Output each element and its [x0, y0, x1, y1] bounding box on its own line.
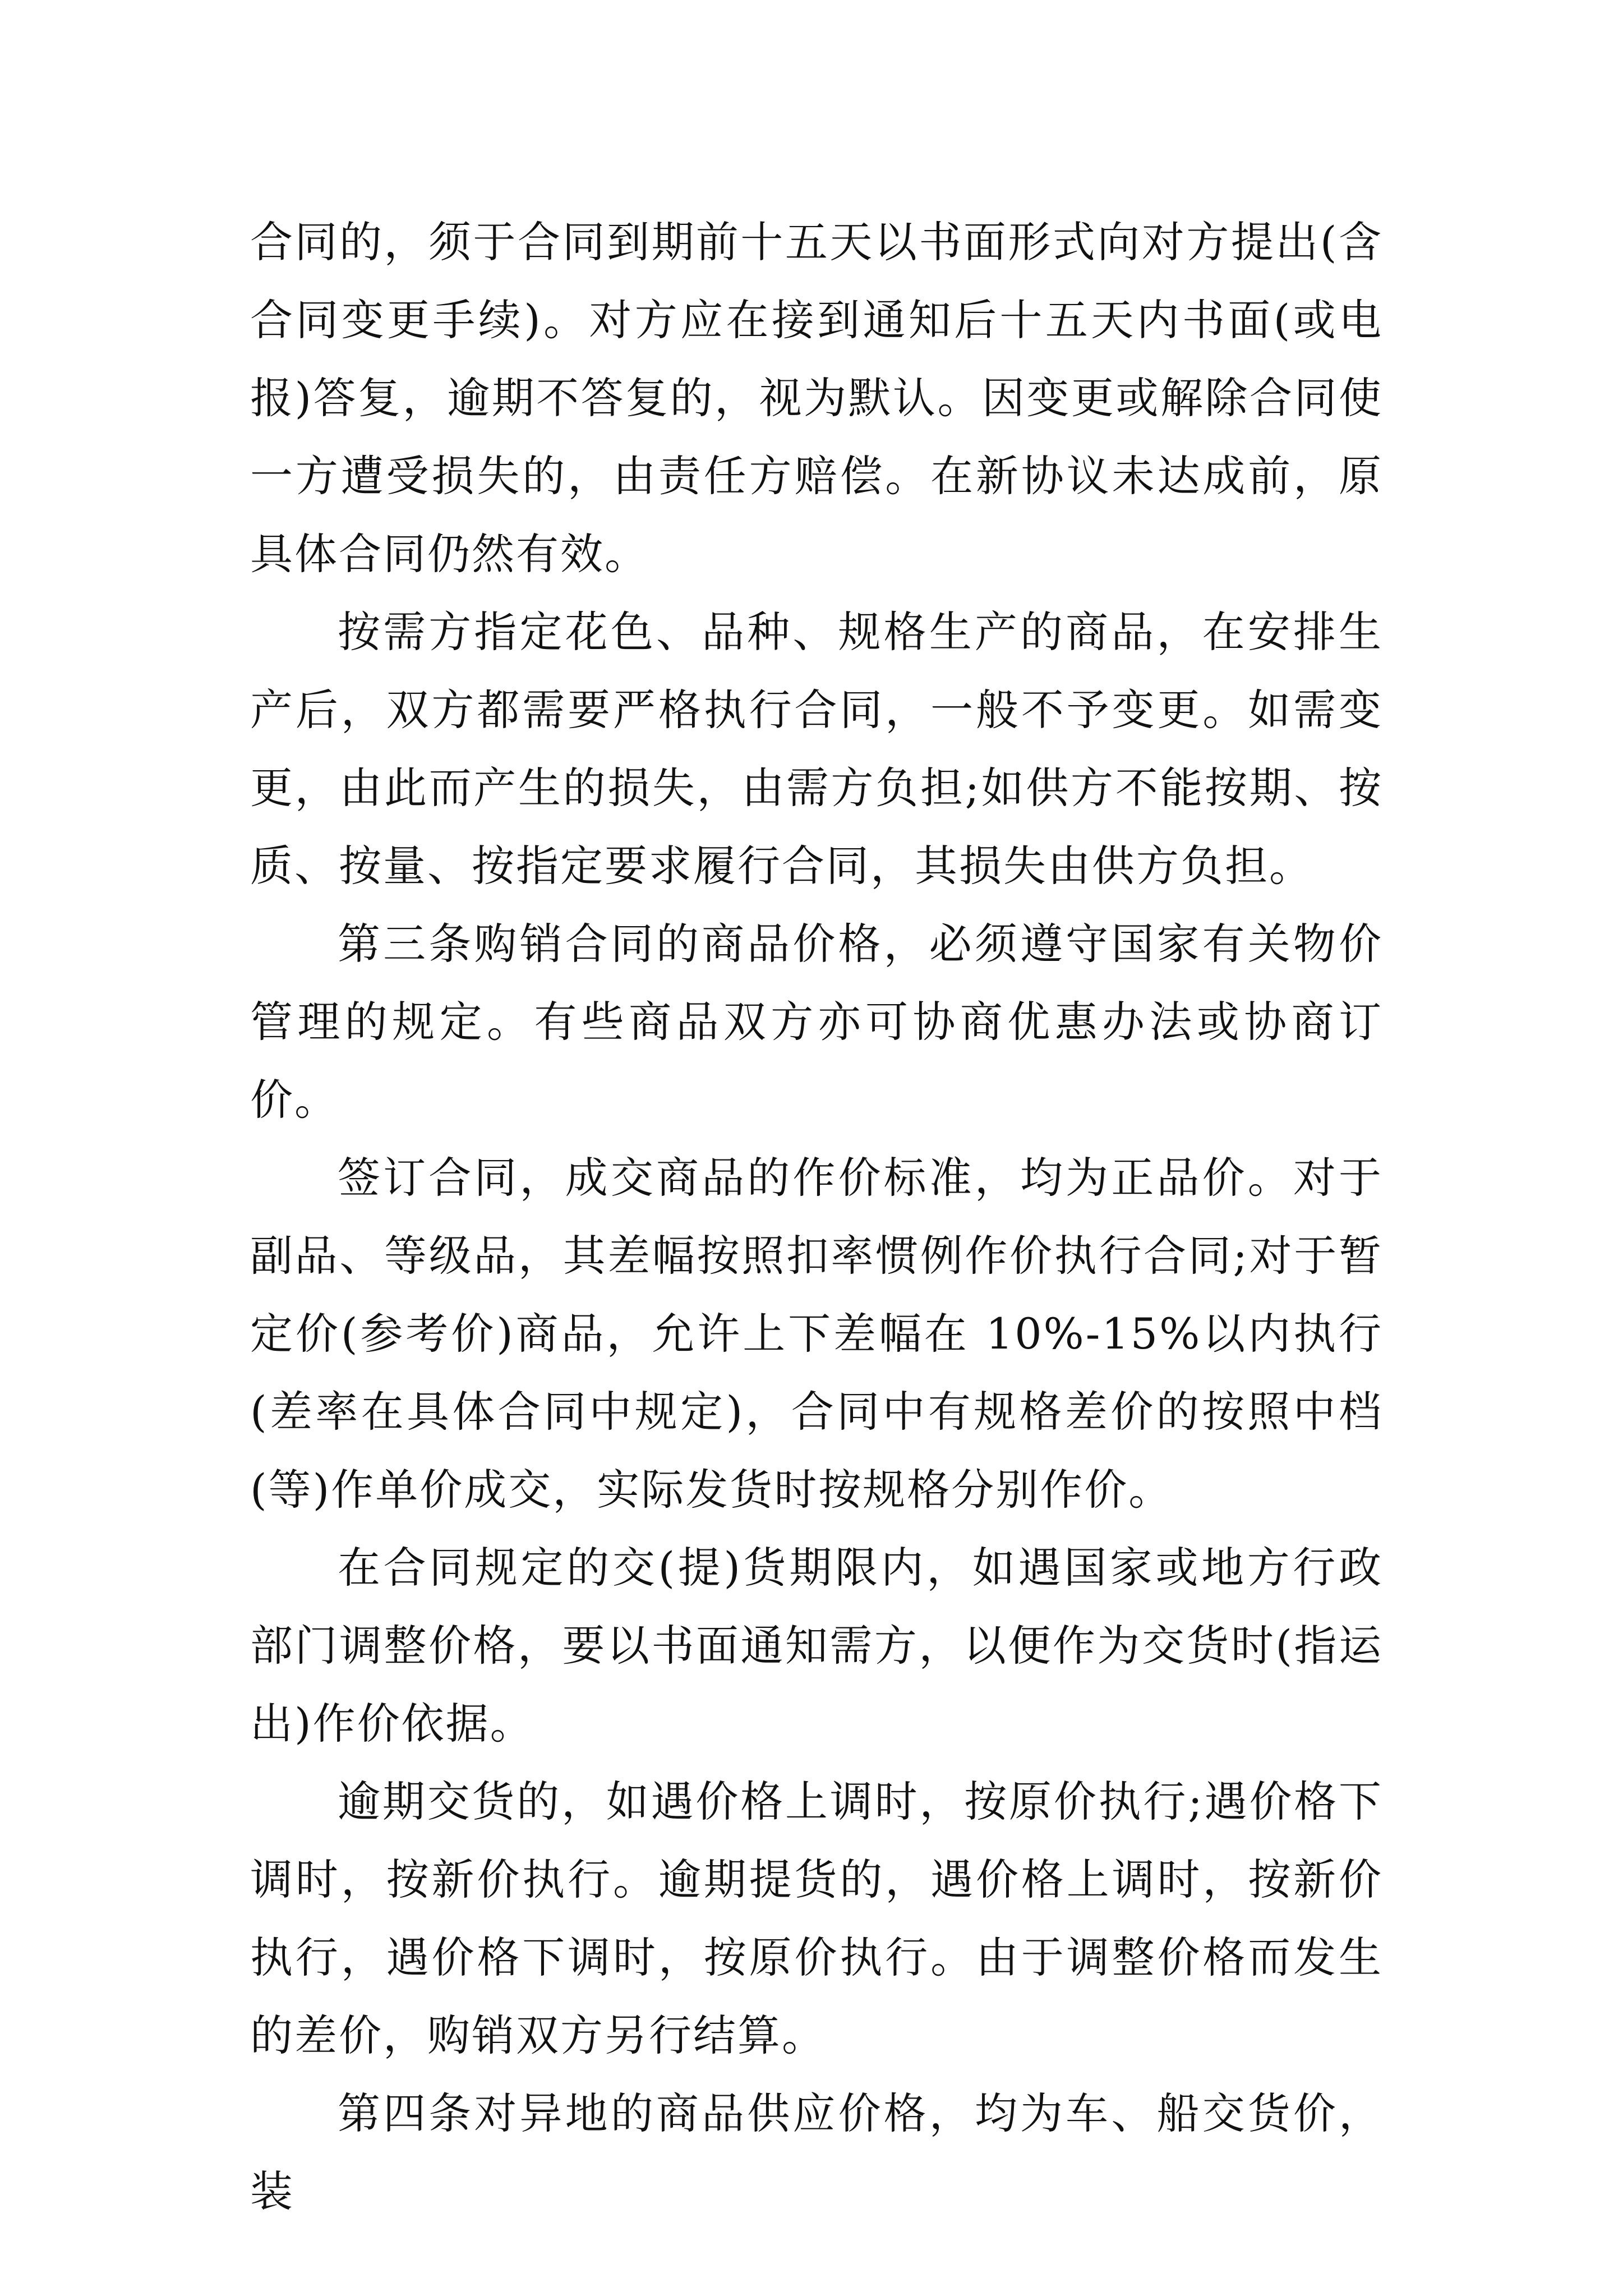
- paragraph-article-three-pricing: 第三条购销合同的商品价格，必须遵守国家有关物价管理的规定。有些商品双方亦可协商优惠办法或协商订价。: [250, 919, 1383, 1125]
- paragraph-overdue-delivery: 逾期交货的，如遇价格上调时，按原价执行;遇价格下调时，按新价执行。逾期提货的，遇价格上调时，按新价执行，遇价格下调时，按原价执行。由于调整价格而发生的差价，购销双方另行结算。: [250, 1777, 1383, 2060]
- paragraph-price-adjustment: 在合同规定的交(提)货期限内，如遇国家或地方行政部门调整价格，要以书面通知需方，以便作为交货时(指运出)作价依据。: [250, 1543, 1383, 1749]
- paragraph-specified-production: 按需方指定花色、品种、规格生产的商品，在安排生产后，双方都需要严格执行合同，一般不予变更。如需变更，由此而产生的损失，由需方负担;如供方不能按期、按质、按量、按指定要求履行合同，其损失由供方负担。: [250, 607, 1383, 891]
- document-body: [250, 203, 1383, 2230]
- paragraph-contract-change-notice: 合同的，须于合同到期前十五天以书面形式向对方提出(含合同变更手续)。对方应在接到通知后十五天内书面(或电报)答复，逾期不答复的，视为默认。因变更或解除合同使一方遭受损失的，由责任方赔偿。在新协议未达成前，原具体合同仍然有效。: [250, 217, 1383, 579]
- paragraph-pricing-standard: 签订合同，成交商品的作价标准，均为正品价。对于副品、等级品，其差幅按照扣率惯例作价执行合同;对于暂定价(参考价)商品，允许上下差幅在 10%-15%以内执行(差率在具体合同中规定)，合同中有规格差价的按照中档(等)作单价成交，实际发货时按规格分别作价。: [250, 1153, 1383, 1515]
- paragraph-article-four-remote-pricing: 第四条对异地的商品供应价格，均为车、船交货价，装: [250, 2088, 1383, 2216]
